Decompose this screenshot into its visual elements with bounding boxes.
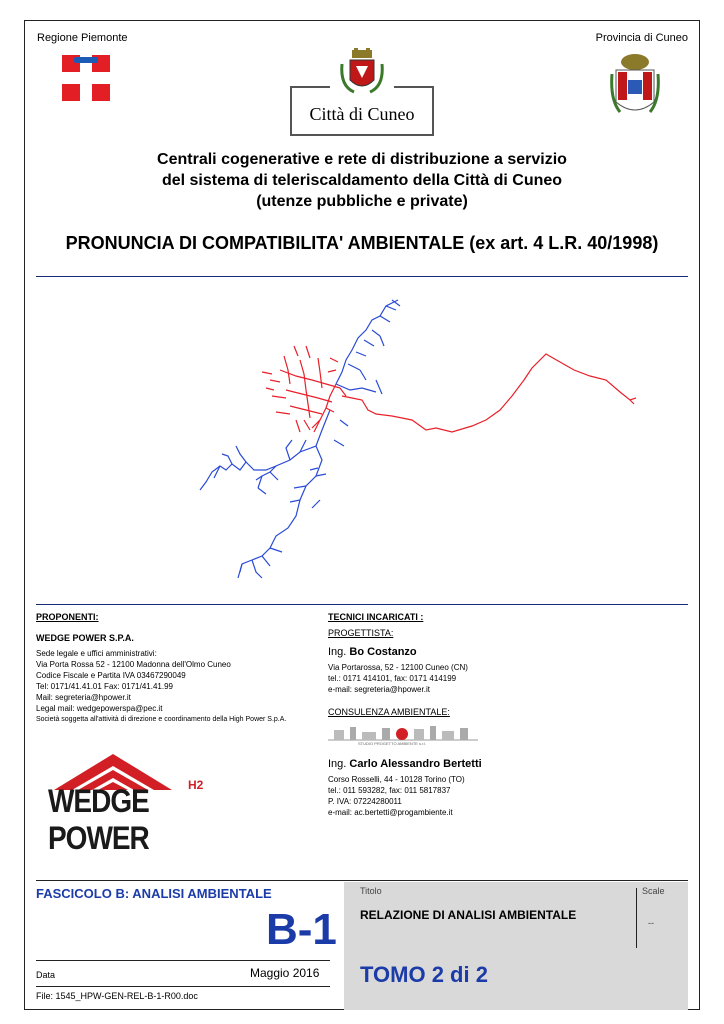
progettista-prefix: Ing. (328, 646, 347, 658)
divider-mid (36, 604, 688, 605)
network-blue-lines (200, 300, 400, 578)
consulenza-label: CONSULENZA AMBIENTALE: (328, 707, 450, 717)
divider-top (36, 276, 688, 277)
progettista-line: Via Portarossa, 52 - 12100 Cuneo (CN) (328, 663, 468, 672)
consulente-details (328, 774, 465, 818)
company-line: Società soggetta all'attività di direzione e coordinamento della High Power S.p.A. (36, 716, 287, 723)
wedge-logo-text: WEDGE POWER (48, 783, 149, 856)
data-bottom-rule (36, 986, 330, 987)
progettista-name-text: Bo Costanzo (349, 646, 417, 658)
progettista-line: e-mail: segreteria@hpower.it (328, 685, 430, 694)
consulente-line: e-mail: ac.bertetti@progambiente.it (328, 808, 453, 817)
document-code: B-1 (266, 905, 337, 954)
studio-progetto-ambiente-logo (328, 724, 478, 748)
scale-label: Scale (642, 886, 665, 896)
wedge-logo-h2: H2 (188, 778, 204, 792)
file-name: File: 1545_HPW-GEN-REL-B-1-R00.doc (36, 991, 198, 1001)
company-line: Mail: segreteria@hpower.it (36, 693, 131, 702)
company-line: Sede legale e uffici amministrativi: (36, 649, 157, 658)
divider-footer (36, 880, 688, 881)
document-title: RELAZIONE DI ANALISI AMBIENTALE (360, 908, 577, 922)
data-value: Maggio 2016 (250, 966, 320, 980)
consulente-name (328, 758, 482, 770)
consulente-line: tel.: 011 593282, fax: 011 5817837 (328, 786, 451, 795)
main-title: PRONUNCIA DI COMPATIBILITA' AMBIENTALE (ex art. 4 L.R. 40/1998) (65, 233, 659, 253)
progettista-name (328, 646, 417, 658)
titolo-label: Titolo (360, 886, 382, 896)
project-title (0, 149, 724, 212)
company-line: Tel: 0171/41.41.01 Fax: 0171/41.41.99 (36, 682, 173, 691)
district-heating-network-map (190, 290, 650, 595)
tomo-label: TOMO 2 di 2 (360, 962, 488, 987)
consulente-name-text: Carlo Alessandro Bertetti (349, 758, 482, 770)
title-line-3: (utenze pubbliche e private) (256, 193, 468, 210)
progettista-details (328, 662, 468, 695)
regione-label: Regione Piemonte (37, 32, 128, 44)
studio-text: STUDIO PROGETTO AMBIENTE s.r.l. (358, 741, 427, 746)
data-top-rule (36, 960, 330, 961)
progettista-line: tel.: 0171 414101, fax: 0171 414199 (328, 674, 457, 683)
fascicolo-label: FASCICOLO B: ANALISI AMBIENTALE (36, 886, 272, 901)
proponenti-heading: PROPONENTI: (36, 612, 99, 622)
wedge-power-logo (48, 752, 228, 856)
scale-value: -- (648, 918, 654, 928)
title-line-2: del sistema di teleriscaldamento della Città di Cuneo (161, 172, 563, 189)
studio-skyline-icon (328, 724, 478, 742)
scale-divider (636, 888, 637, 948)
consulente-line: P. IVA: 07224280011 (328, 797, 402, 806)
data-label: Data (36, 970, 56, 980)
tecnici-heading: TECNICI INCARICATI : (328, 612, 424, 622)
provincia-coat-of-arms-icon (610, 50, 660, 122)
piemonte-flag-icon (62, 55, 110, 101)
company-details (36, 648, 316, 725)
company-line: Codice Fiscale e Partita IVA 03467290049 (36, 671, 186, 680)
network-red-lines (262, 346, 636, 432)
title-line-1: Centrali cogenerative e rete di distribuzione a servizio (157, 151, 567, 168)
progettista-label: PROGETTISTA: (328, 628, 394, 638)
city-label: Città di Cuneo (309, 104, 415, 124)
provincia-label: Provincia di Cuneo (595, 32, 688, 44)
company-line: Via Porta Rossa 52 - 12100 Madonna dell'Olmo Cuneo (36, 660, 231, 669)
company-line: Legal mail: wedgepowerspa@pec.it (36, 704, 163, 713)
consulente-prefix: Ing. (328, 758, 347, 770)
citta-di-cuneo-logo (290, 48, 434, 136)
consulente-line: Corso Rosselli, 44 - 10128 Torino (TO) (328, 775, 465, 784)
company-name: WEDGE POWER S.P.A. (36, 633, 134, 643)
